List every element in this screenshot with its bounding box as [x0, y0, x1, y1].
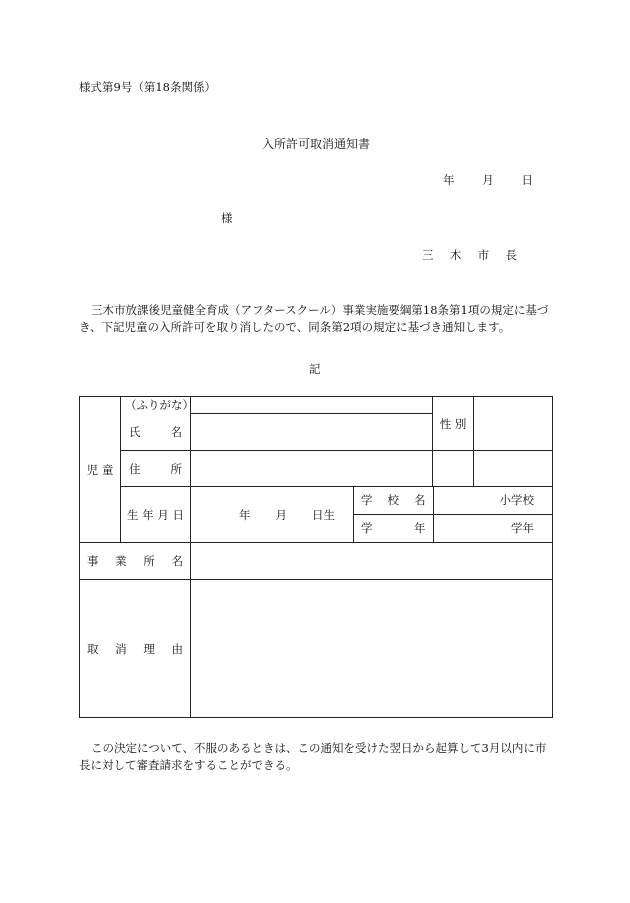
reason-label-char: 理	[143, 641, 155, 656]
school-label-cell	[354, 487, 433, 514]
ki-label: 記	[309, 362, 321, 376]
furigana-label: （ふりがな）	[125, 398, 194, 413]
name-label-char: 氏	[129, 424, 141, 439]
school-grade-subtable	[354, 487, 552, 542]
school-value-cell[interactable]	[433, 487, 552, 514]
birth-month-label: 月	[275, 507, 287, 522]
school-suffix: 小学校	[499, 493, 535, 508]
address-label-char: 住	[129, 461, 141, 476]
facility-label-char: 事	[87, 554, 99, 568]
address-mid-cell[interactable]	[433, 451, 474, 487]
facility-label-char: 所	[143, 554, 155, 568]
document-title: 入所許可取消通知書	[262, 137, 371, 151]
gender-label: 性 別	[439, 416, 467, 431]
date-day-label: 日	[521, 173, 533, 187]
grade-suffix: 学年	[511, 521, 535, 536]
school-label-char: 名	[414, 493, 426, 508]
furigana-value-cell[interactable]	[191, 397, 433, 414]
school-label-char: 校	[387, 493, 399, 508]
furigana-label-cell	[121, 397, 194, 414]
grade-value-cell[interactable]	[433, 514, 552, 542]
reason-value-cell[interactable]	[191, 580, 553, 718]
grade-label-cell	[354, 514, 433, 542]
issuer	[422, 250, 517, 262]
school-label-char: 学	[361, 493, 373, 508]
address-label-char: 所	[170, 461, 182, 476]
birth-day-label: 日生	[312, 507, 335, 522]
reason-label-char: 由	[171, 641, 183, 656]
issuer-char: 長	[505, 248, 517, 262]
date-year-label: 年	[443, 173, 455, 187]
reason-label-char: 消	[115, 641, 127, 656]
address-label-cell	[121, 451, 191, 487]
address-right-cell[interactable]	[474, 451, 553, 487]
child-label: 児 童	[86, 462, 114, 477]
form-number: 様式第9号（第18条関係）	[79, 80, 216, 94]
name-label-cell	[121, 414, 191, 451]
name-value-cell[interactable]	[191, 414, 433, 451]
facility-label-cell	[80, 543, 191, 580]
issuer-char: 木	[449, 248, 462, 262]
footer-paragraph: この決定について、不服のあるときは、この通知を受けた翌日から起算して3月以内に市長に対して審査請求をすることができる。	[79, 741, 547, 772]
reason-label-char: 取	[87, 641, 99, 656]
child-label-cell	[80, 397, 121, 543]
gender-value-cell[interactable]	[474, 397, 553, 451]
grade-label-char: 学	[361, 521, 373, 536]
recipient-suffix: 様	[221, 211, 233, 225]
grade-label-char: 年	[414, 521, 426, 536]
birth-year-label: 年	[239, 507, 251, 522]
issuer-char: 三	[422, 248, 434, 262]
child-info-table	[79, 396, 553, 718]
date-month-label: 月	[482, 173, 494, 187]
school-grade-cell	[354, 487, 553, 543]
name-label-char: 名	[170, 424, 182, 439]
facility-label-char: 名	[171, 554, 183, 568]
issuer-char: 市	[477, 248, 490, 262]
reason-label-cell	[80, 580, 191, 718]
facility-label-char: 業	[115, 554, 127, 568]
birthdate-value-cell[interactable]	[191, 487, 354, 543]
birthdate-label: 生 年 月 日	[127, 507, 184, 522]
address-value-cell[interactable]	[191, 451, 433, 487]
date-line	[443, 175, 533, 187]
gender-label-cell	[433, 397, 474, 451]
facility-value-cell[interactable]	[191, 543, 553, 580]
birthdate-label-cell	[121, 487, 191, 543]
body-paragraph: 三木市放課後児童健全育成（アフタースクール）事業実施要綱第18条第1項の規定に基づき、下記児童の入所許可を取り消したので、同条第2項の規定に基づき通知します。	[79, 303, 549, 334]
